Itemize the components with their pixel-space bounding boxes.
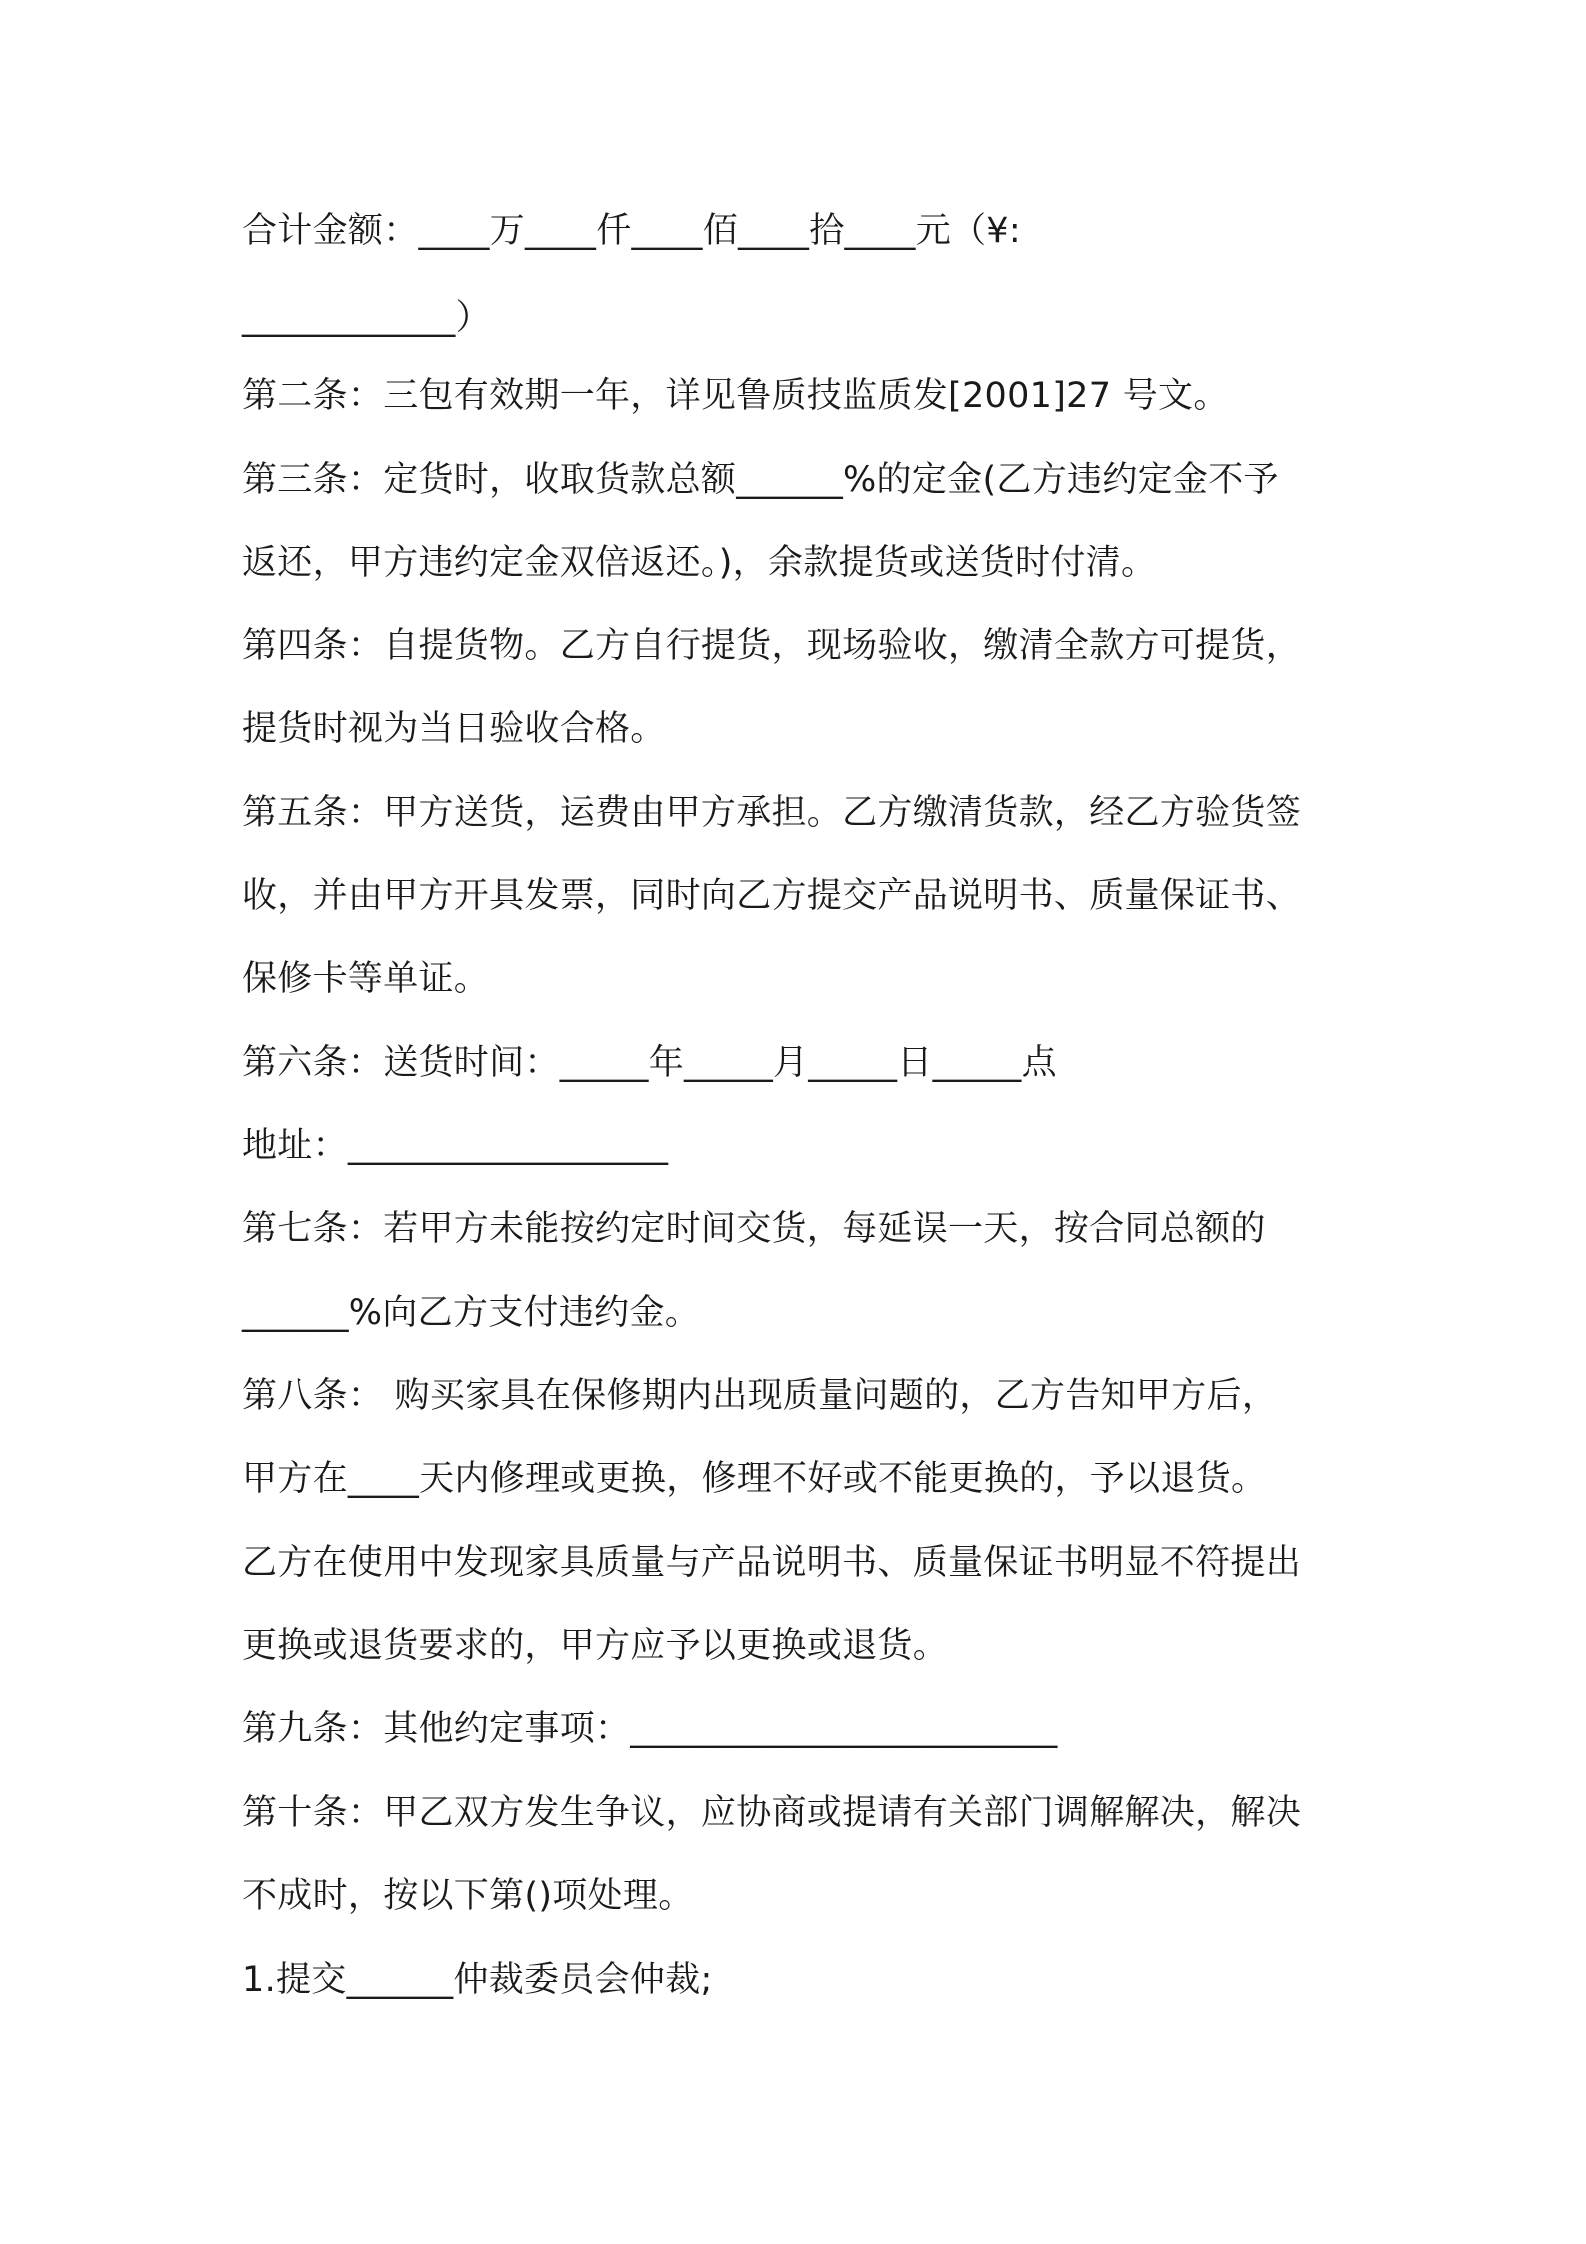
clause-5-line-1: 第五条：甲方送货，运费由甲方承担。乙方缴清货款，经乙方验货签 xyxy=(242,793,1302,833)
clause-10-line-2: 不成时，按以下第()项处理。 xyxy=(242,1876,694,1916)
clause-8-line-4: 更换或退货要求的，甲方应予以更换或退货。 xyxy=(242,1626,949,1666)
clause-3-line-2: 返还，甲方违约定金双倍返还。)，余款提货或送货时付清。 xyxy=(242,543,1157,583)
clause-4-line-2: 提货时视为当日验收合格。 xyxy=(242,709,666,749)
clause-7-line-1: 第七条：若甲方未能按约定时间交货，每延误一天，按合同总额的 xyxy=(242,1209,1266,1249)
clause-5-line-2: 收，并由甲方开具发票，同时向乙方提交产品说明书、质量保证书、 xyxy=(242,876,1302,916)
clause-7-line-2: ______%向乙方支付违约金。 xyxy=(242,1293,701,1333)
clause-4-line-1: 第四条：自提货物。乙方自行提货，现场验收，缴清全款方可提货， xyxy=(242,626,1302,666)
clause-10-line-1: 第十条：甲乙双方发生争议，应协商或提请有关部门调解解决，解决 xyxy=(242,1793,1302,1833)
clause-8-line-3: 乙方在使用中发现家具质量与产品说明书、质量保证书明显不符提出 xyxy=(242,1543,1302,1583)
clause-10-option-1-line: 1.提交______仲裁委员会仲裁; xyxy=(242,1960,713,2000)
clause-8-line-1: 第八条： 购买家具在保修期内出现质量问题的，乙方告知甲方后， xyxy=(242,1376,1278,1416)
clause-6-address-line: 地址：__________________ xyxy=(242,1126,669,1166)
clause-8-line-2: 甲方在____天内修理或更换，修理不好或不能更换的，予以退货。 xyxy=(242,1459,1267,1499)
clause-3-line-1: 第三条：定货时，收取货款总额______%的定金(乙方违约定金不予 xyxy=(242,460,1279,500)
clause-2-line: 第二条：三包有效期一年，详见鲁质技监质发[2001]27 号文。 xyxy=(242,376,1229,416)
clause-5-line-3: 保修卡等单证。 xyxy=(242,959,490,999)
total-amount-blank-line: ____________） xyxy=(242,298,491,338)
clause-9-line: 第九条：其他约定事项：________________________ xyxy=(242,1709,1058,1749)
clause-6-line-1: 第六条：送货时间：_____年_____月_____日_____点 xyxy=(242,1043,1057,1083)
total-amount-line: 合计金额：____万____仟____佰____拾____元（¥: xyxy=(242,211,1021,251)
